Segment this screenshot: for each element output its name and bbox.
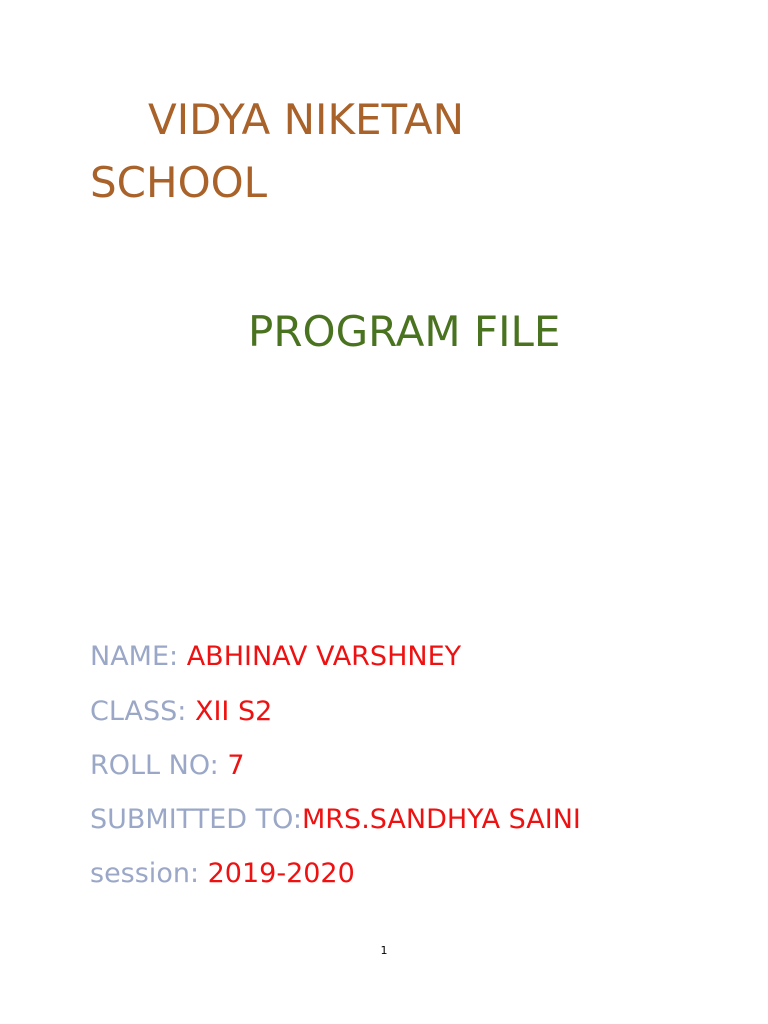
submitted-to-label: SUBMITTED TO: [90, 804, 302, 835]
submitted-to-row [90, 803, 581, 837]
name-row [90, 640, 461, 674]
name-value: ABHINAV VARSHNEY [186, 641, 462, 672]
session-row [90, 857, 355, 891]
document-subtitle: PROGRAM FILE [248, 307, 561, 356]
class-value: XII S2 [194, 696, 273, 727]
session-value: 2019-2020 [207, 858, 355, 889]
class-row [90, 695, 272, 729]
roll-number-value: 7 [227, 750, 245, 781]
page-number: 1 [380, 944, 388, 957]
school-name-line-1: VIDYA NIKETAN [148, 95, 465, 144]
submitted-to-value: MRS.SANDHYA SAINI [302, 804, 581, 835]
session-label: session: [90, 858, 208, 889]
school-name-line-2: SCHOOL [90, 158, 268, 207]
name-label: NAME: [90, 641, 187, 672]
roll-number-label: ROLL NO: [90, 750, 228, 781]
roll-number-row [90, 749, 245, 783]
class-label: CLASS: [90, 696, 195, 727]
